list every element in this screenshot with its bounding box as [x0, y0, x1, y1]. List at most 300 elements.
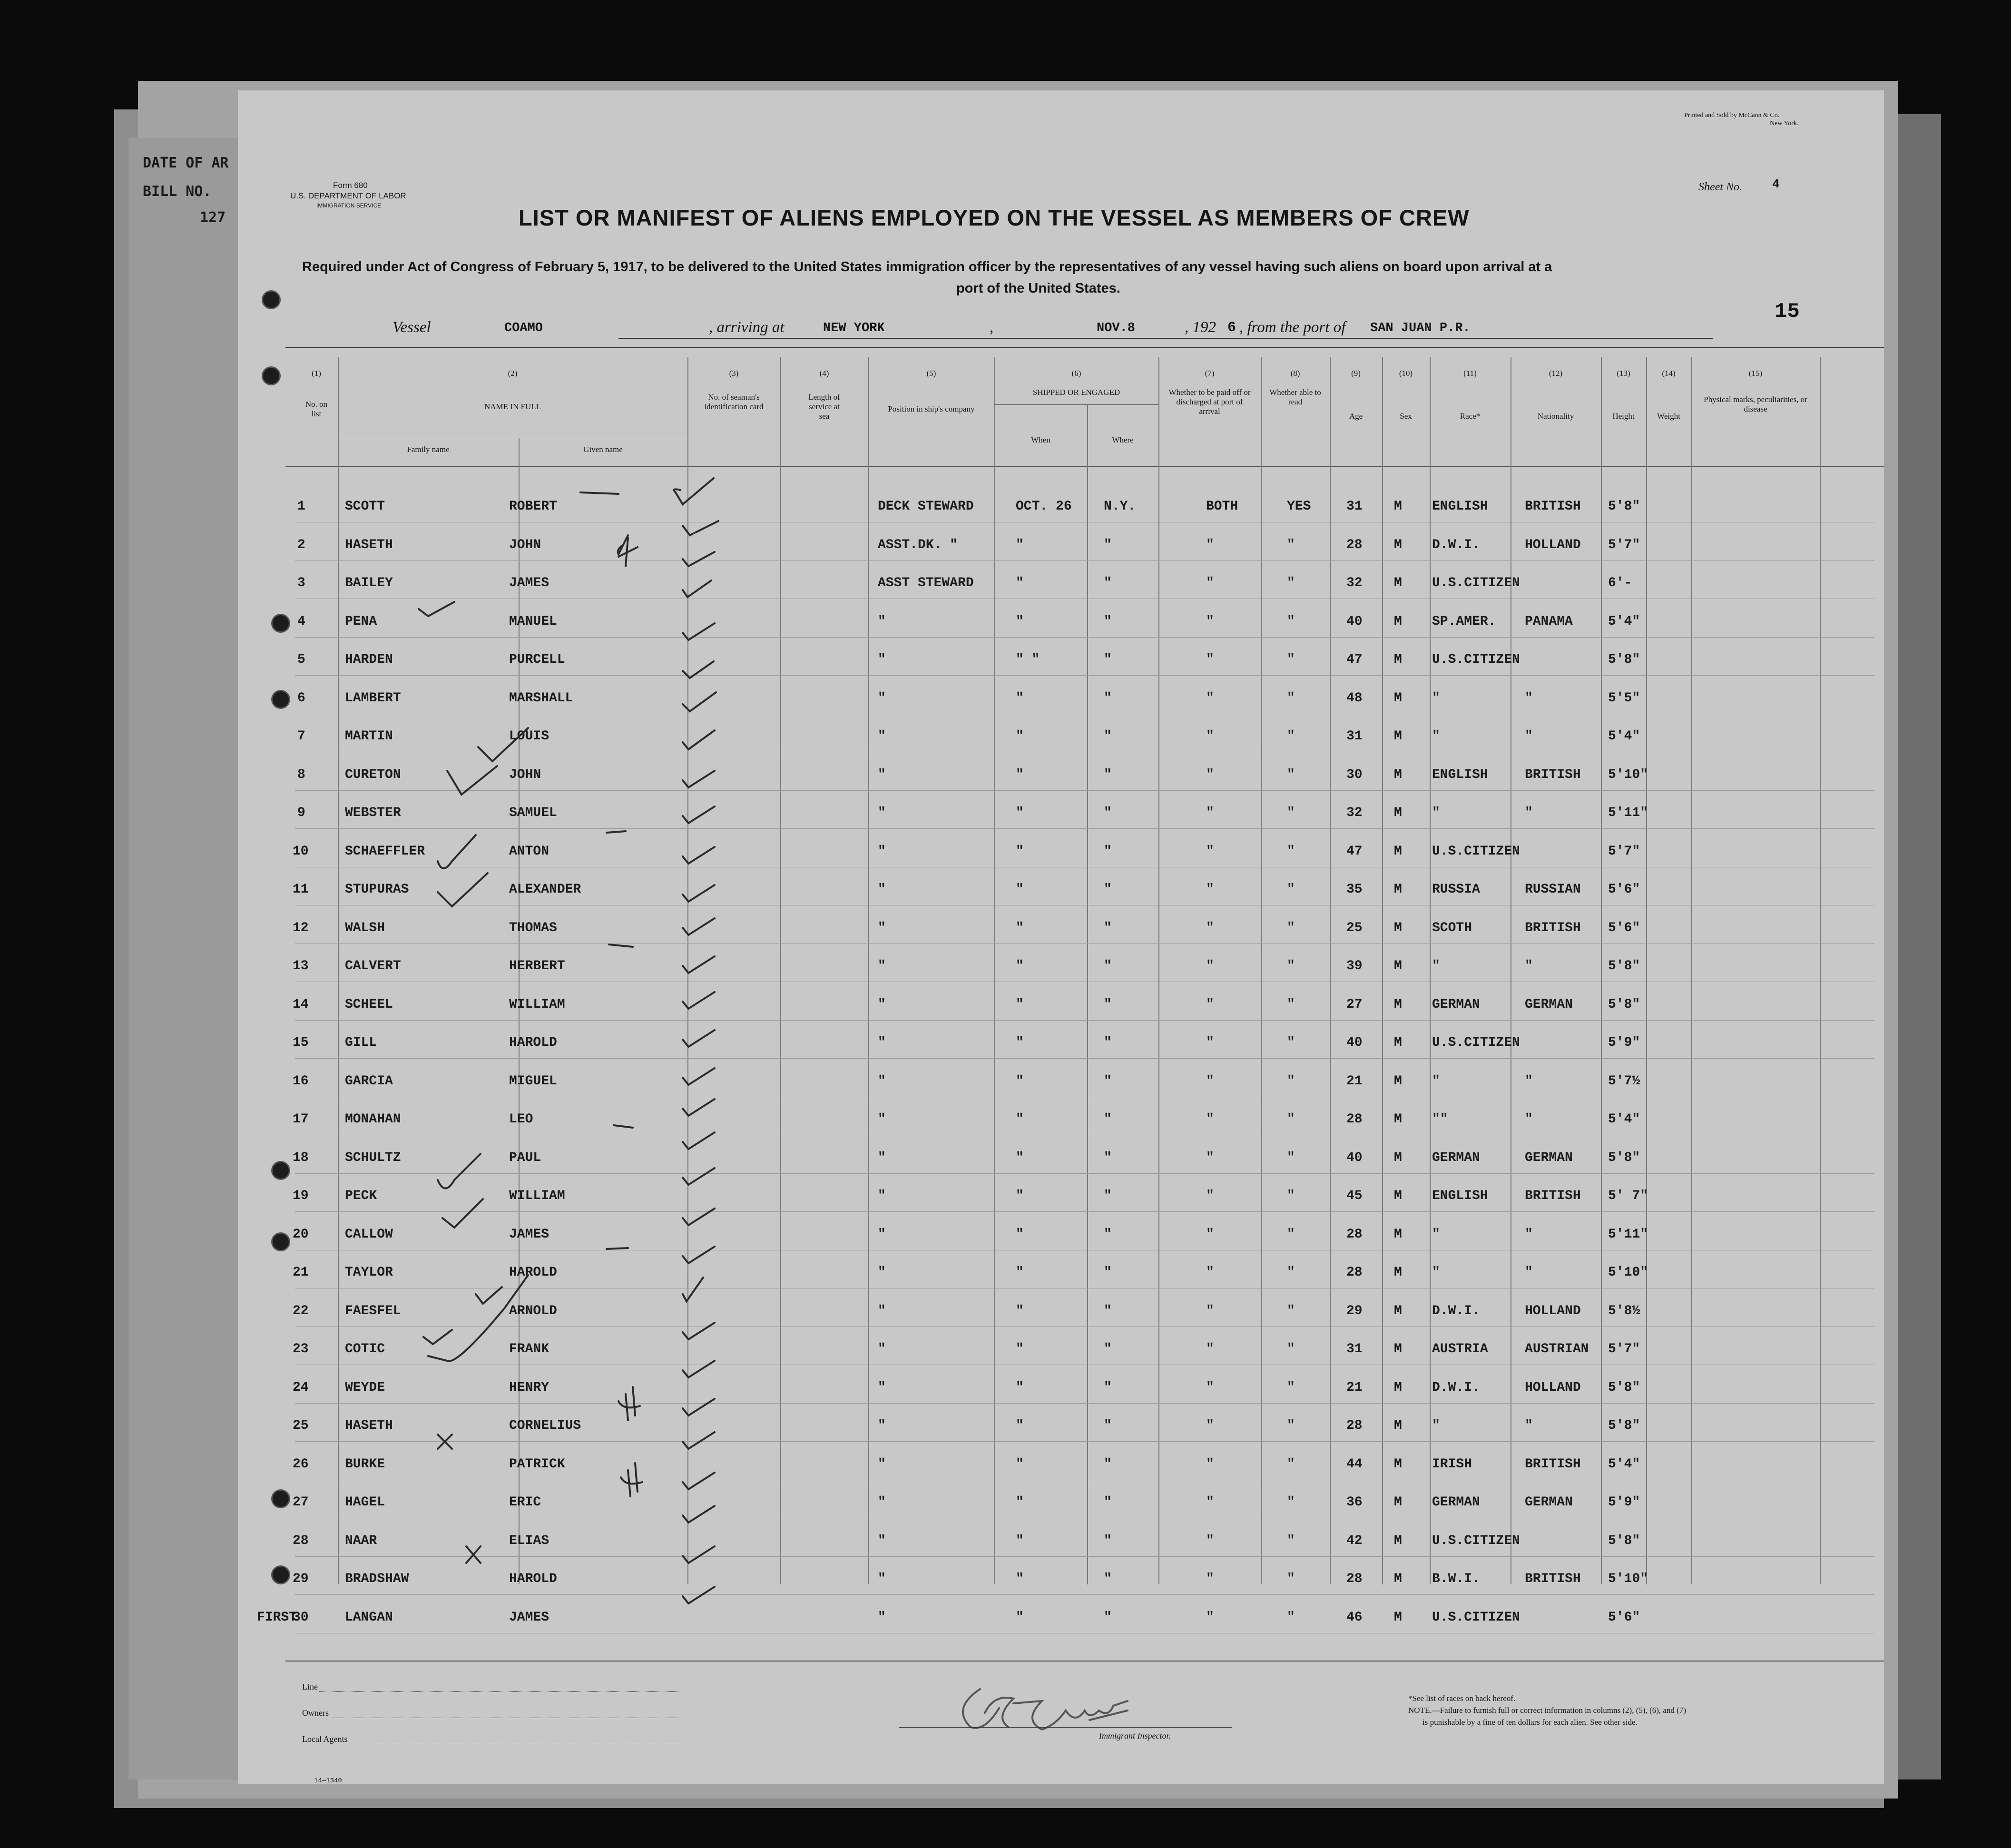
cell-paid-off: " [1206, 1112, 1214, 1127]
handwritten-check-marks [238, 90, 1884, 1784]
cell-shipped-where: " [1104, 1074, 1112, 1089]
cell-race: U.S.CITIZEN [1432, 1035, 1520, 1050]
cell-able-to-read: " [1287, 1572, 1295, 1586]
cell-shipped-when: " [1016, 959, 1024, 973]
cell-race: U.S.CITIZEN [1432, 844, 1520, 859]
cell-sex: M [1394, 1074, 1402, 1089]
cell-race: U.S.CITIZEN [1432, 1533, 1520, 1548]
cell-sex: M [1394, 1572, 1402, 1586]
cell-race: B.W.I. [1432, 1572, 1480, 1586]
cell-given-name: ELIAS [509, 1533, 549, 1548]
cell-age: 31 [1346, 1342, 1363, 1357]
cell-row-number: 28 [293, 1533, 309, 1548]
cell-position: " [878, 1457, 886, 1472]
cell-position: " [878, 882, 886, 897]
cell-paid-off: " [1206, 882, 1214, 897]
cell-paid-off: " [1206, 1380, 1214, 1395]
cell-shipped-when: " [1016, 844, 1024, 859]
cell-able-to-read: " [1287, 1074, 1295, 1089]
cell-position: " [878, 1380, 886, 1395]
cell-height: 5'10" [1608, 1265, 1648, 1280]
cell-race: ENGLISH [1432, 767, 1488, 782]
cell-age: 45 [1346, 1189, 1363, 1203]
cell-race: U.S.CITIZEN [1432, 652, 1520, 667]
cell-row-number: 8 [297, 767, 305, 782]
cell-shipped-where: " [1104, 1189, 1112, 1203]
cell-shipped-when: " [1016, 691, 1024, 706]
cell-shipped-when: " [1016, 1380, 1024, 1395]
cell-nationality: " [1525, 1265, 1533, 1280]
cell-shipped-when: " [1016, 1304, 1024, 1318]
cell-able-to-read: " [1287, 921, 1295, 935]
cell-able-to-read: " [1287, 1342, 1295, 1357]
cell-sex: M [1394, 997, 1402, 1012]
cell-paid-off: " [1206, 729, 1214, 744]
cell-height: 5'11" [1608, 1227, 1648, 1242]
inspector-signature-line [899, 1727, 1232, 1728]
cell-family-name: CALVERT [345, 959, 401, 973]
cell-race: AUSTRIA [1432, 1342, 1488, 1357]
cell-shipped-where: " [1104, 882, 1112, 897]
cell-nationality: " [1525, 1074, 1533, 1089]
cell-shipped-when: " [1016, 576, 1024, 590]
cell-able-to-read: " [1287, 1304, 1295, 1318]
col-15-header: Physical marks, peculiarities, or disease [1704, 395, 1807, 413]
cell-sex: M [1394, 1150, 1402, 1165]
cell-row-number: 2 [297, 538, 305, 552]
cell-nationality: HOLLAND [1525, 1380, 1581, 1395]
cell-family-name: GARCIA [345, 1074, 393, 1089]
cell-shipped-where: " [1104, 1533, 1112, 1548]
cell-sex: M [1394, 1112, 1402, 1127]
cell-age: 32 [1346, 806, 1363, 820]
cell-shipped-when: " [1016, 1495, 1024, 1510]
cell-paid-off: " [1206, 767, 1214, 782]
cell-height: 5'8½ [1608, 1304, 1640, 1318]
cell-age: 47 [1346, 652, 1363, 667]
cell-height: 5'4" [1608, 614, 1640, 629]
manifest-sheet [238, 90, 1884, 1784]
cell-given-name: FRANK [509, 1342, 549, 1357]
cell-nationality: " [1525, 691, 1533, 706]
col-4-header: Length of service at sea [808, 393, 840, 421]
cell-height: 5'10" [1608, 1572, 1648, 1586]
cell-nationality: GERMAN [1525, 1495, 1573, 1510]
cell-able-to-read: " [1287, 1035, 1295, 1050]
subtitle-line-1: Required under Act of Congress of February 5, 1917, to be delivered to the United States immigration officer by the representatives of any vessel having such aliens on board upon arrival at a [302, 259, 1552, 275]
cell-paid-off: " [1206, 1265, 1214, 1280]
races-note: *See list of races on back hereof. [1408, 1694, 1516, 1703]
cell-shipped-when: " [1016, 767, 1024, 782]
cell-given-name: JAMES [509, 1227, 549, 1242]
cell-able-to-read: " [1287, 1457, 1295, 1472]
cell-age: 35 [1346, 882, 1363, 897]
cell-given-name: MARSHALL [509, 691, 573, 706]
year-digit: 6 [1227, 320, 1236, 336]
printer-city: New York. [1770, 120, 1799, 127]
cell-race: D.W.I. [1432, 1304, 1480, 1318]
cell-given-name: WILLIAM [509, 1189, 565, 1203]
cell-position: " [878, 1533, 886, 1548]
cell-family-name: PENA [345, 614, 377, 629]
cell-family-name: NAAR [345, 1533, 377, 1548]
cell-row-number: 20 [293, 1227, 309, 1242]
cell-given-name: HAROLD [509, 1572, 557, 1586]
sheet-number: 4 [1772, 177, 1780, 191]
cell-family-name: WALSH [345, 921, 385, 935]
cell-able-to-read: " [1287, 1112, 1295, 1127]
cell-given-name: WILLIAM [509, 997, 565, 1012]
cell-able-to-read: " [1287, 1227, 1295, 1242]
col-10-number: (10) [1399, 369, 1413, 378]
cell-age: 36 [1346, 1495, 1363, 1510]
cell-row-number: 9 [297, 806, 305, 820]
cell-race: "" [1432, 1112, 1448, 1127]
cell-height: 5'7" [1608, 844, 1640, 859]
cell-paid-off: " [1206, 652, 1214, 667]
cell-able-to-read: " [1287, 1610, 1295, 1625]
cell-given-name: LEO [509, 1112, 533, 1127]
cell-position: " [878, 652, 886, 667]
cell-height: 5'10" [1608, 767, 1648, 782]
cell-nationality: " [1525, 1112, 1533, 1127]
cell-row-number: 7 [297, 729, 305, 744]
cell-paid-off: " [1206, 1572, 1214, 1586]
cell-height: 5'4" [1608, 1112, 1640, 1127]
cell-shipped-when: " " [1016, 652, 1040, 667]
inspector-signature [952, 1680, 1218, 1756]
cell-height: 6'- [1608, 576, 1632, 590]
cell-position: " [878, 1572, 886, 1586]
cell-able-to-read: " [1287, 576, 1295, 590]
cell-row-number: 6 [297, 691, 305, 706]
col-6b-header: Where [1112, 435, 1134, 444]
cell-shipped-when: " [1016, 1610, 1024, 1625]
cell-nationality: AUSTRIAN [1525, 1342, 1589, 1357]
cell-row-number: 23 [293, 1342, 309, 1357]
cell-sex: M [1394, 538, 1402, 552]
cell-shipped-where: " [1104, 576, 1112, 590]
cell-paid-off: " [1206, 1342, 1214, 1357]
cell-age: 28 [1346, 538, 1363, 552]
cell-given-name: HAROLD [509, 1265, 557, 1280]
vessel-name: COAMO [504, 321, 543, 335]
cell-sex: M [1394, 1380, 1402, 1395]
cell-sex: M [1394, 844, 1402, 859]
margin-fragment: DATE OF AR [143, 155, 229, 171]
sheet-label: Sheet No. [1698, 181, 1742, 193]
cell-shipped-when: " [1016, 1457, 1024, 1472]
cell-row-number: 25 [293, 1418, 309, 1433]
cell-able-to-read: " [1287, 691, 1295, 706]
cell-family-name: BRADSHAW [345, 1572, 409, 1586]
cell-family-name: COTIC [345, 1342, 385, 1357]
cell-family-name: LAMBERT [345, 691, 401, 706]
cell-nationality: RUSSIAN [1525, 882, 1581, 897]
col-14-number: (14) [1662, 369, 1676, 378]
cell-given-name: CORNELIUS [509, 1418, 581, 1433]
col-8-header: Whether able to read [1269, 388, 1321, 406]
cell-family-name: WEBSTER [345, 806, 401, 820]
cell-shipped-when: " [1016, 729, 1024, 744]
col-10-header: Sex [1400, 412, 1412, 421]
cell-age: 42 [1346, 1533, 1363, 1548]
cell-race: " [1432, 806, 1440, 820]
cell-race: SCOTH [1432, 921, 1472, 935]
cell-race: ENGLISH [1432, 499, 1488, 514]
cell-able-to-read: " [1287, 806, 1295, 820]
cell-shipped-where: " [1104, 614, 1112, 629]
col-2b-header: Given name [583, 445, 623, 454]
cell-sex: M [1394, 1533, 1402, 1548]
cell-race: " [1432, 1227, 1440, 1242]
cell-height: 5'7" [1608, 1342, 1640, 1357]
cell-sex: M [1394, 576, 1402, 590]
cell-sex: M [1394, 1035, 1402, 1050]
col-7-header: Whether to be paid off or discharged at port of arrival [1168, 388, 1251, 416]
cell-row-number: 5 [297, 652, 305, 667]
col-7-number: (7) [1205, 369, 1215, 378]
col-12-number: (12) [1549, 369, 1563, 378]
cell-shipped-where: " [1104, 1265, 1112, 1280]
cell-row-number: 13 [293, 959, 309, 973]
cell-paid-off: " [1206, 1189, 1214, 1203]
col-14-header: Weight [1657, 412, 1680, 421]
cell-nationality: HOLLAND [1525, 1304, 1581, 1318]
cell-row-number: 27 [293, 1495, 309, 1510]
cell-shipped-where: " [1104, 767, 1112, 782]
left-margin-strip [128, 138, 243, 1779]
cell-paid-off: " [1206, 1304, 1214, 1318]
cell-race: " [1432, 1265, 1440, 1280]
cell-age: 32 [1346, 576, 1363, 590]
col-5-number: (5) [926, 369, 936, 378]
cell-nationality: BRITISH [1525, 921, 1581, 935]
cell-paid-off: " [1206, 1610, 1214, 1625]
cell-able-to-read: " [1287, 959, 1295, 973]
cell-able-to-read: " [1287, 1265, 1295, 1280]
cell-paid-off: " [1206, 997, 1214, 1012]
cell-able-to-read: YES [1287, 499, 1311, 514]
cell-shipped-when: " [1016, 1074, 1024, 1089]
cell-shipped-when: " [1016, 1342, 1024, 1357]
cell-paid-off: " [1206, 691, 1214, 706]
cell-sex: M [1394, 499, 1402, 514]
cell-sex: M [1394, 767, 1402, 782]
footer-line-field [319, 1691, 685, 1692]
cell-position: " [878, 1150, 886, 1165]
cell-nationality: " [1525, 1418, 1533, 1433]
col-1-number: (1) [312, 369, 321, 378]
cell-paid-off: " [1206, 806, 1214, 820]
cell-height: 5'8" [1608, 1150, 1640, 1165]
cell-height: 5'8" [1608, 1418, 1640, 1433]
cell-position: " [878, 1610, 886, 1625]
cell-shipped-when: " [1016, 1572, 1024, 1586]
cell-nationality: BRITISH [1525, 1457, 1581, 1472]
cell-sex: M [1394, 882, 1402, 897]
cell-shipped-when: " [1016, 1035, 1024, 1050]
from-label: , from the port of [1239, 319, 1346, 336]
cell-height: 5'4" [1608, 1457, 1640, 1472]
cell-position: " [878, 1074, 886, 1089]
cell-paid-off: " [1206, 921, 1214, 935]
cell-row-number: 4 [297, 614, 305, 629]
cell-position: " [878, 1495, 886, 1510]
cell-paid-off: " [1206, 959, 1214, 973]
cell-given-name: PAUL [509, 1150, 541, 1165]
cell-age: 25 [1346, 921, 1363, 935]
footer-agents-label: Local Agents [302, 1734, 348, 1744]
cell-age: 48 [1346, 691, 1363, 706]
cell-row-number: 17 [293, 1112, 309, 1127]
cell-family-name: FAESFEL [345, 1304, 401, 1318]
cell-family-name: GILL [345, 1035, 377, 1050]
cell-given-name: JOHN [509, 767, 541, 782]
cell-family-name: SCOTT [345, 499, 385, 514]
cell-family-name: HASETH [345, 1418, 393, 1433]
cell-paid-off: " [1206, 1074, 1214, 1089]
cell-given-name: JAMES [509, 576, 549, 590]
cell-able-to-read: " [1287, 1495, 1295, 1510]
cell-given-name: ROBERT [509, 499, 557, 514]
subtitle-line-2: port of the United States. [956, 281, 1120, 296]
cell-given-name: THOMAS [509, 921, 557, 935]
cell-shipped-where: " [1104, 997, 1112, 1012]
cell-age: 29 [1346, 1304, 1363, 1318]
col-5-header: Position in ship's company [888, 404, 975, 413]
cell-able-to-read: " [1287, 882, 1295, 897]
cell-race: " [1432, 729, 1440, 744]
cell-shipped-where: " [1104, 1035, 1112, 1050]
col-6-header: SHIPPED OR ENGAGED [1032, 388, 1120, 397]
cell-position: " [878, 921, 886, 935]
cell-height: 5'8" [1608, 959, 1640, 973]
cell-able-to-read: " [1287, 1418, 1295, 1433]
cell-race: GERMAN [1432, 997, 1480, 1012]
col-3-header: No. of seaman's identification card [704, 393, 764, 411]
cell-sex: M [1394, 1265, 1402, 1280]
cell-age: 28 [1346, 1265, 1363, 1280]
cell-nationality: " [1525, 959, 1533, 973]
cell-position: " [878, 1227, 886, 1242]
cell-able-to-read: " [1287, 1533, 1295, 1548]
cell-shipped-where: N.Y. [1104, 499, 1136, 514]
cell-shipped-when: " [1016, 1265, 1024, 1280]
cell-shipped-where: " [1104, 1457, 1112, 1472]
cell-height: 5'9" [1608, 1495, 1640, 1510]
form-number: Form 680 [333, 181, 368, 190]
cell-sex: M [1394, 729, 1402, 744]
cell-shipped-when: " [1016, 1418, 1024, 1433]
cell-given-name: MIGUEL [509, 1074, 557, 1089]
cell-shipped-when: " [1016, 1150, 1024, 1165]
cell-sex: M [1394, 652, 1402, 667]
inspector-label: Immigrant Inspector. [1099, 1731, 1171, 1740]
cell-position: " [878, 1418, 886, 1433]
cell-shipped-where: " [1104, 844, 1112, 859]
cell-nationality: " [1525, 806, 1533, 820]
cell-position: " [878, 691, 886, 706]
year-prefix: , 192 [1185, 319, 1216, 336]
col-9-number: (9) [1351, 369, 1361, 378]
cell-height: 5'6" [1608, 921, 1640, 935]
cell-shipped-where: " [1104, 1150, 1112, 1165]
cell-race: " [1432, 1074, 1440, 1089]
cell-row-number: 19 [293, 1189, 309, 1203]
cell-shipped-where: " [1104, 1495, 1112, 1510]
cell-race: ENGLISH [1432, 1189, 1488, 1203]
cell-shipped-when: " [1016, 997, 1024, 1012]
cell-family-name: TAYLOR [345, 1265, 393, 1280]
cell-age: 47 [1346, 844, 1363, 859]
cell-position: " [878, 997, 886, 1012]
cell-race: SP.AMER. [1432, 614, 1496, 629]
footer-line-label: Line [302, 1682, 318, 1691]
cell-paid-off: BOTH [1206, 499, 1238, 514]
cell-shipped-where: " [1104, 1342, 1112, 1357]
cell-row-number: 11 [293, 882, 309, 897]
cell-paid-off: " [1206, 1533, 1214, 1548]
cell-shipped-when: " [1016, 538, 1024, 552]
cell-age: 21 [1346, 1380, 1363, 1395]
col-1-header: No. on list [305, 400, 328, 418]
cell-able-to-read: " [1287, 767, 1295, 782]
cell-sex: M [1394, 1342, 1402, 1357]
cell-row-number: 21 [293, 1265, 309, 1280]
cell-paid-off: " [1206, 576, 1214, 590]
cell-age: 40 [1346, 1150, 1363, 1165]
cell-nationality: GERMAN [1525, 997, 1573, 1012]
cell-family-name: BAILEY [345, 576, 393, 590]
cell-position: " [878, 844, 886, 859]
margin-fragment: BILL NO. [143, 183, 212, 200]
cell-shipped-when: " [1016, 921, 1024, 935]
cell-age: 28 [1346, 1572, 1363, 1586]
cell-height: 5'8" [1608, 997, 1640, 1012]
cell-nationality: BRITISH [1525, 1189, 1581, 1203]
col-8-number: (8) [1290, 369, 1300, 378]
cell-nationality: " [1525, 1227, 1533, 1242]
col-15-number: (15) [1748, 369, 1763, 378]
cell-shipped-where: " [1104, 729, 1112, 744]
cell-height: 5'5" [1608, 691, 1640, 706]
cell-position: " [878, 729, 886, 744]
cell-able-to-read: " [1287, 652, 1295, 667]
cell-age: 30 [1346, 767, 1363, 782]
cell-family-name: SCHULTZ [345, 1150, 401, 1165]
arriving-label: , arriving at [709, 319, 785, 336]
cell-height: 5'11" [1608, 806, 1648, 820]
cell-shipped-where: " [1104, 1418, 1112, 1433]
cell-family-name: WEYDE [345, 1380, 385, 1395]
cell-race: D.W.I. [1432, 538, 1480, 552]
cell-row-number: 10 [293, 844, 309, 859]
cell-row-number: 22 [293, 1304, 309, 1318]
cell-paid-off: " [1206, 844, 1214, 859]
service-name: IMMIGRATION SERVICE [316, 202, 382, 209]
cell-shipped-when: OCT. 26 [1016, 499, 1072, 514]
cell-age: 28 [1346, 1112, 1363, 1127]
cell-row-number: 18 [293, 1150, 309, 1165]
cell-nationality: BRITISH [1525, 499, 1581, 514]
arrival-date: NOV.8 [1097, 321, 1136, 335]
cell-race: D.W.I. [1432, 1380, 1480, 1395]
cell-sex: M [1394, 1227, 1402, 1242]
form-code: 14—1340 [314, 1777, 342, 1785]
cell-position: ASST STEWARD [878, 576, 974, 590]
cell-paid-off: " [1206, 1035, 1214, 1050]
